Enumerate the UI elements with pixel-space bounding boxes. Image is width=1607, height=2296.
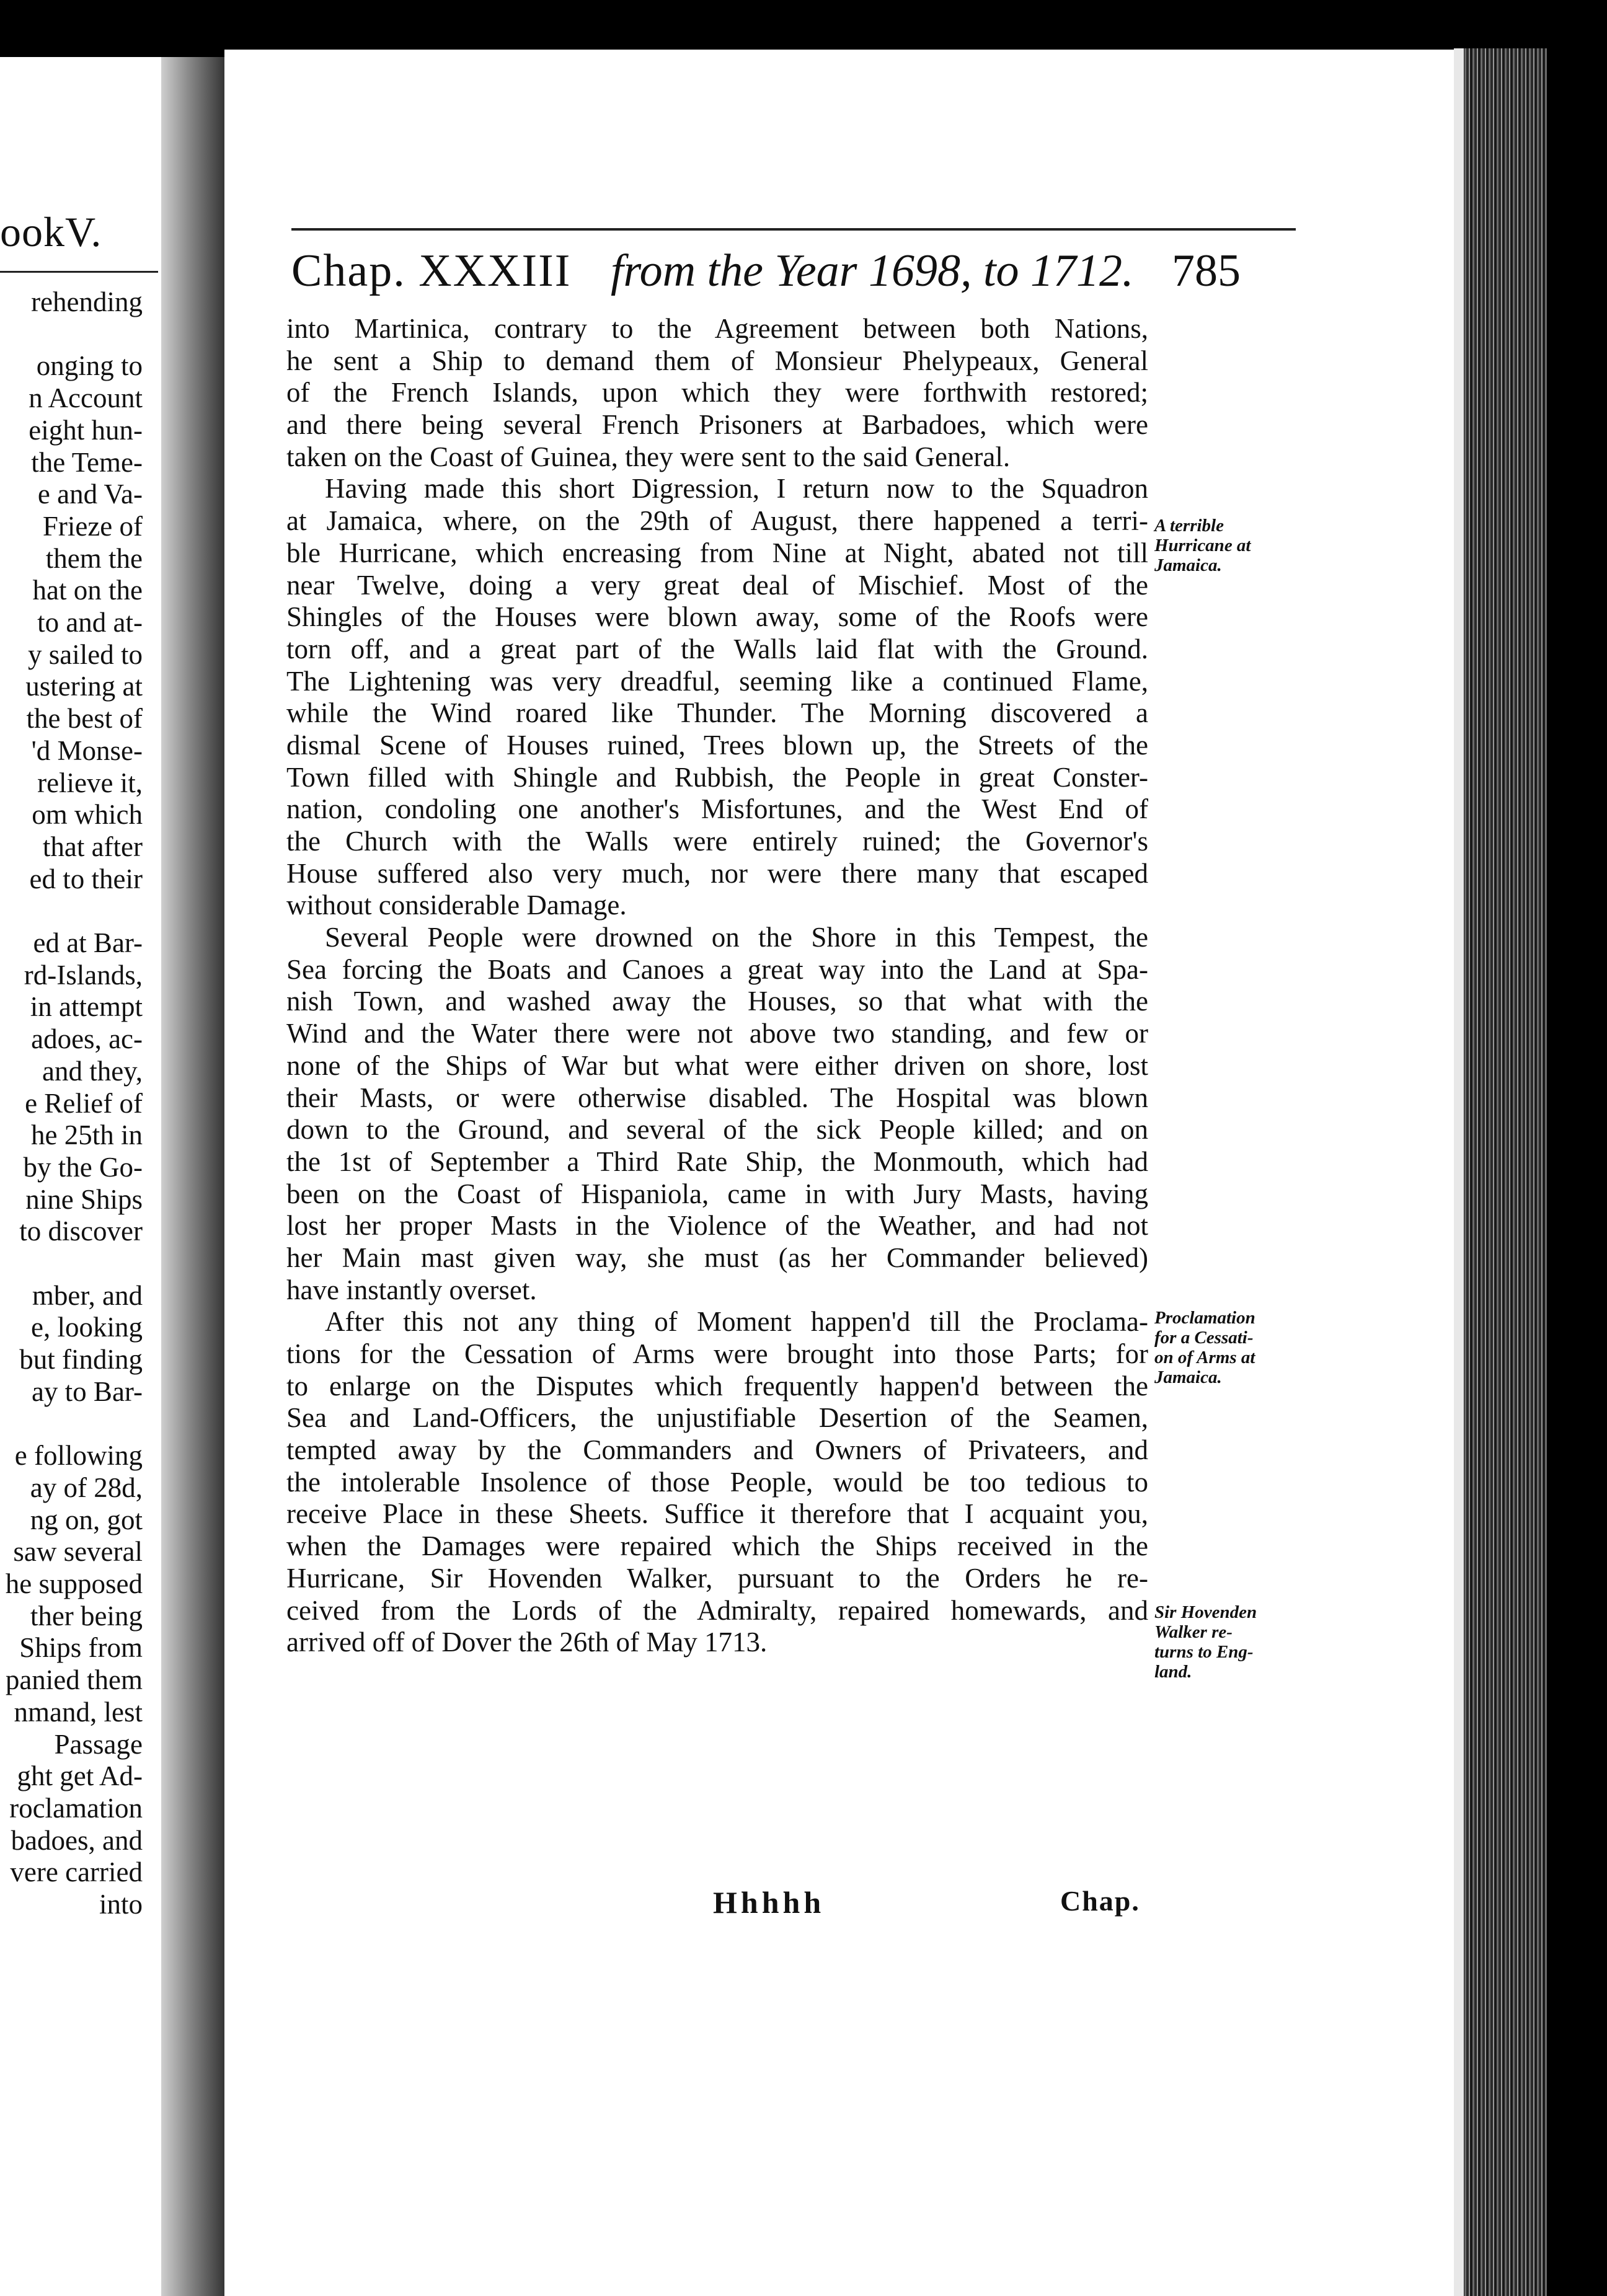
- body-line: to enlarge on the Disputes which frequently happen'd between the: [286, 1370, 1148, 1402]
- body-line: The Lightening was very dreadful, seeming like a continued Flame,: [286, 665, 1148, 697]
- left-page-line: and they,: [42, 1055, 143, 1087]
- body-line: arrived off of Dover the 26th of May 1713.: [286, 1627, 768, 1658]
- left-page-line: to and at-: [37, 607, 143, 638]
- left-page-line: Passage: [54, 1728, 143, 1760]
- left-page-line: he supposed: [5, 1568, 143, 1600]
- margin-note-line: on of Arms at: [1154, 1348, 1255, 1367]
- header-rule: [291, 228, 1296, 231]
- body-line: Town filled with Shingle and Rubbish, the People in great Conster-: [286, 761, 1148, 793]
- body-line: none of the Ships of War but what were either driven on shore, lost: [286, 1049, 1148, 1081]
- left-page-line: n Account: [29, 382, 143, 414]
- body-line: the Church with the Walls were entirely ruined; the Governor's: [286, 826, 1148, 857]
- margin-note-line: Hurricane at: [1154, 536, 1251, 555]
- left-page-line: by the Go-: [23, 1151, 143, 1183]
- margin-note-line: Sir Hovenden: [1154, 1602, 1257, 1622]
- left-page-line: ay to Bar-: [31, 1375, 143, 1407]
- body-line: of the French Islands, upon which they were forthwith restored;: [286, 377, 1148, 408]
- body-line: have instantly overset.: [286, 1274, 537, 1305]
- body-line: nish Town, and washed away the Houses, so that what with the: [286, 986, 1148, 1017]
- left-page-line: relieve it,: [37, 767, 143, 798]
- body-line: nation, condoling one another's Misfortunes, and the West End of: [286, 793, 1148, 825]
- left-page-line: the Teme-: [31, 446, 143, 478]
- left-page-line: ustering at: [25, 671, 143, 702]
- body-line: Hurricane, Sir Hovenden Walker, pursuant to the Orders he re-: [286, 1562, 1148, 1594]
- left-page-line: to discover: [19, 1216, 143, 1247]
- left-page-line: ay of 28d,: [30, 1472, 143, 1503]
- body-line: House suffered also very much, nor were there many that escaped: [286, 857, 1148, 889]
- margin-note-line: Proclamation: [1154, 1308, 1255, 1328]
- body-line: the 1st of September a Third Rate Ship, the Monmouth, which had: [286, 1146, 1148, 1177]
- left-page-line: ng on, got: [30, 1504, 143, 1535]
- gutter-shadow: [161, 57, 229, 2296]
- margin-note-line: Walker re-: [1154, 1622, 1233, 1642]
- left-page-line: 'd Monse-: [31, 735, 143, 766]
- body-line: he sent a Ship to demand them of Monsieur Phelypeaux, General: [286, 345, 1148, 376]
- body-line: been on the Coast of Hispaniola, came in with Jury Masts, having: [286, 1178, 1148, 1209]
- left-page-line: hat on the: [32, 575, 143, 606]
- page-number: 785: [1172, 245, 1241, 296]
- catchword: Chap.: [1060, 1885, 1140, 1917]
- body-line: receive Place in these Sheets. Suffice it therefore that I acquaint you,: [286, 1498, 1148, 1530]
- body-line: Wind and the Water there were not above two standing, and few or: [286, 1018, 1148, 1049]
- left-page-line: y sailed to: [28, 638, 143, 670]
- margin-note-line: Jamaica.: [1154, 555, 1222, 575]
- body-line: dismal Scene of Houses ruined, Trees blown up, the Streets of the: [286, 729, 1148, 761]
- left-page-line: Ships from: [19, 1632, 143, 1664]
- body-line: Sea and Land-Officers, the unjustifiable Desertion of the Seamen,: [286, 1402, 1148, 1434]
- body-line: when the Damages were repaired which the Ships received in the: [286, 1530, 1148, 1562]
- left-page-line: saw several: [13, 1536, 143, 1568]
- left-page-line: onging to: [36, 350, 143, 382]
- page-edge-highlight: [1454, 48, 1464, 2296]
- margin-note-line: for a Cessati-: [1154, 1328, 1254, 1348]
- left-page-line: [0, 1408, 143, 1441]
- margin-note-line: land.: [1154, 1662, 1192, 1682]
- left-page-line: rd-Islands,: [24, 959, 143, 991]
- left-page-line: e Relief of: [25, 1087, 143, 1119]
- body-line: ble Hurricane, which encreasing from Nine at Night, abated not till: [286, 537, 1148, 568]
- body-line: her Main mast given way, she must (as her Commander believed): [286, 1242, 1148, 1273]
- left-page-line: [0, 1248, 143, 1280]
- body-line: and there being several French Prisoners at Barbadoes, which were: [286, 409, 1148, 441]
- body-line: taken on the Coast of Guinea, they were sent to the said General.: [286, 441, 1011, 472]
- margin-note-proclamation: [1154, 1308, 1285, 1387]
- left-page-line: rehending: [31, 286, 143, 317]
- left-page-line: into: [99, 1889, 143, 1920]
- left-page-line: adoes, ac-: [31, 1023, 143, 1055]
- margin-note-line: Jamaica.: [1154, 1367, 1222, 1387]
- left-page-line: vere carried: [10, 1857, 143, 1888]
- left-page-line: badoes, and: [11, 1824, 143, 1856]
- left-page-text: [0, 286, 143, 1921]
- left-page-line: e following: [14, 1440, 143, 1472]
- left-page-line: that after: [42, 831, 143, 862]
- left-page-line: om which: [32, 799, 143, 831]
- body-line: Shingles of the Houses were blown away, some of the Roofs were: [286, 601, 1148, 633]
- left-page-line: them the: [45, 542, 143, 574]
- left-page-line: but finding: [19, 1344, 143, 1375]
- left-page-line: nine Ships: [25, 1183, 143, 1215]
- left-page-line: roclamation: [9, 1792, 143, 1824]
- left-page-header: ookV.: [0, 208, 102, 255]
- body-line: ceived from the Lords of the Admiralty, repaired homewards, and: [286, 1594, 1148, 1626]
- body-line: their Masts, or were otherwise disabled. The Hospital was blown: [286, 1082, 1148, 1113]
- left-header-rule: [0, 271, 158, 273]
- margin-note-hurricane: [1154, 516, 1285, 575]
- body-line: into Martinica, contrary to the Agreement between both Nations,: [286, 313, 1148, 344]
- left-page-line: he 25th in: [31, 1119, 143, 1151]
- left-page-line: nmand, lest: [14, 1696, 143, 1728]
- page-edge-stack: [1454, 48, 1547, 2296]
- year-range: from the Year 1698, to 1712.: [611, 245, 1134, 296]
- left-page-line: ght get Ad-: [17, 1760, 143, 1792]
- body-line: Sea forcing the Boats and Canoes a great way into the Land at Spa-: [286, 953, 1148, 985]
- body-line: without considerable Damage.: [286, 890, 627, 921]
- body-line: while the Wind roared like Thunder. The Morning discovered a: [286, 697, 1148, 729]
- left-page-line: the best of: [26, 703, 143, 735]
- signature-mark: Hhhhh: [713, 1885, 825, 1920]
- running-header: [291, 245, 1259, 307]
- margin-note-line: turns to Eng-: [1154, 1642, 1254, 1662]
- body-line: the intolerable Insolence of those People, would be too tedious to: [286, 1466, 1148, 1498]
- body-line: Having made this short Digression, I return now to the Squadron: [325, 473, 1148, 505]
- body-line: Several People were drowned on the Shore in this Tempest, the: [325, 922, 1148, 953]
- left-page-line: [0, 895, 143, 927]
- chapter-title: Chap. XXXIII: [291, 245, 572, 296]
- left-page-line: in attempt: [30, 991, 143, 1023]
- left-page-line: [0, 319, 143, 351]
- left-page-line: panied them: [5, 1664, 143, 1696]
- body-line: After this not any thing of Moment happen'd till the Proclama-: [325, 1306, 1148, 1338]
- body-text: [286, 313, 1148, 1659]
- body-line: tempted away by the Commanders and Owners of Privateers, and: [286, 1434, 1148, 1466]
- margin-note-line: A terrible: [1154, 516, 1224, 536]
- left-page-line: Frieze of: [42, 510, 143, 542]
- left-page-line: mber, and: [32, 1279, 143, 1311]
- margin-note-walker: [1154, 1602, 1285, 1682]
- left-page-line: e and Va-: [37, 479, 143, 510]
- left-page-line: e, looking: [31, 1312, 143, 1343]
- left-page-line: ed to their: [29, 863, 143, 894]
- left-page-line: eight hun-: [29, 414, 143, 446]
- body-line: torn off, and a great part of the Walls laid flat with the Ground.: [286, 633, 1148, 665]
- left-page-line: ther being: [30, 1600, 143, 1631]
- body-line: tions for the Cessation of Arms were brought into those Parts; for: [286, 1338, 1148, 1369]
- body-line: lost her proper Masts in the Violence of the Weather, and had not: [286, 1210, 1148, 1242]
- body-line: near Twelve, doing a very great deal of Mischief. Most of the: [286, 569, 1148, 601]
- body-line: down to the Ground, and several of the sick People killed; and on: [286, 1114, 1148, 1146]
- body-line: at Jamaica, where, on the 29th of August, there happened a terri-: [286, 505, 1148, 537]
- left-page-line: ed at Bar-: [33, 927, 143, 959]
